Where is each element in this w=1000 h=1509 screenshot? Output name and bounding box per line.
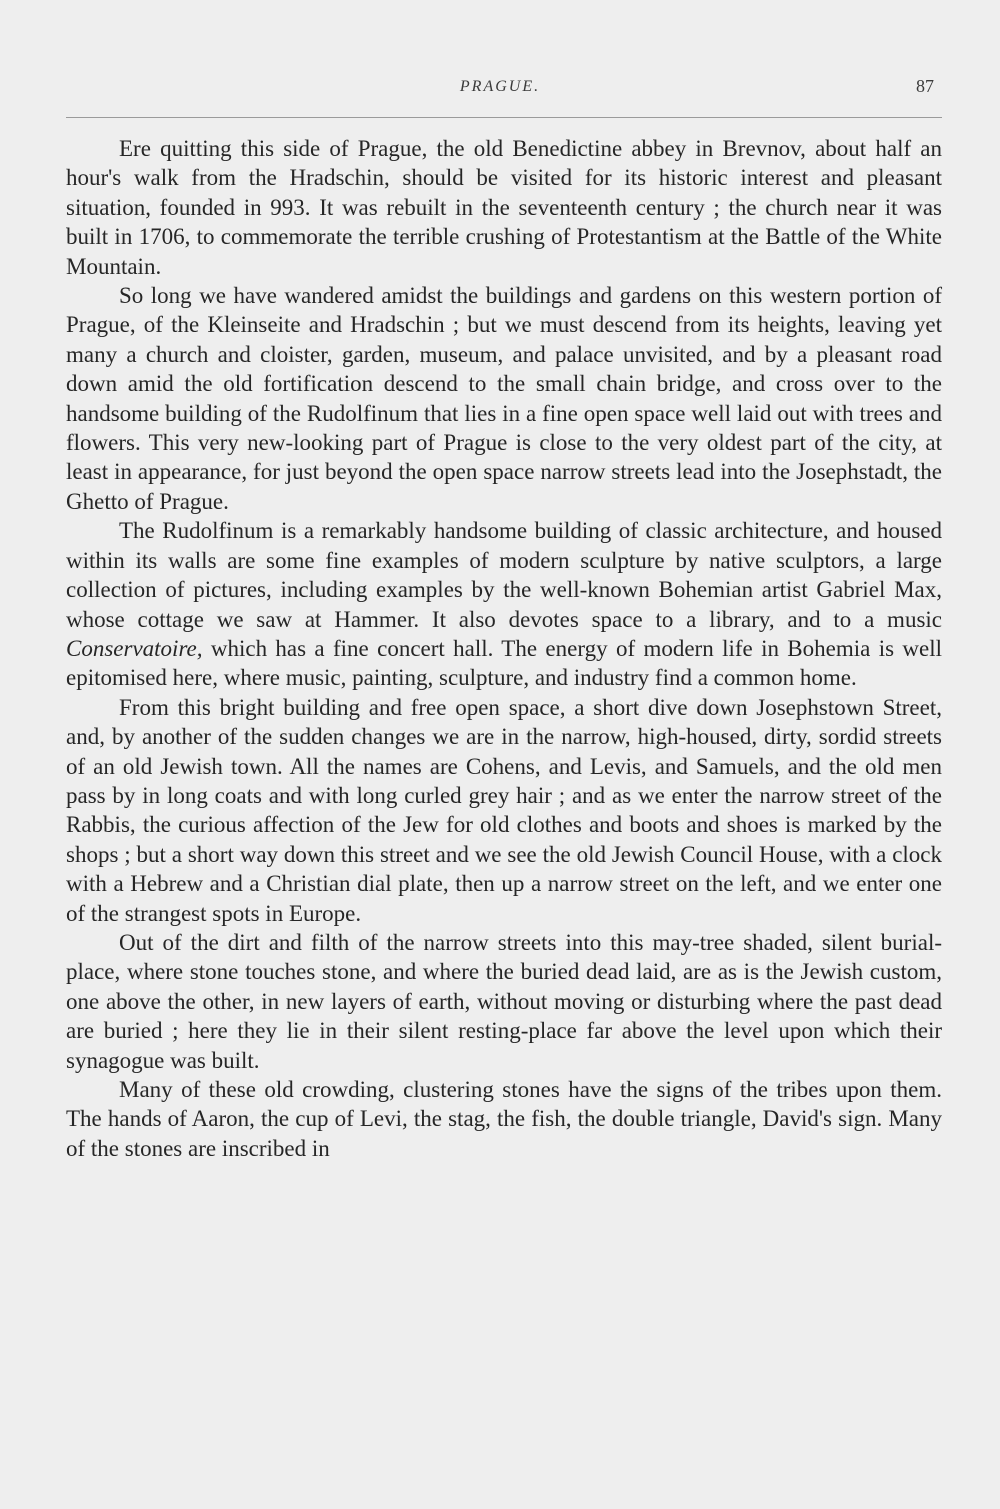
header-rule: [66, 117, 942, 118]
paragraph: Many of these old crowding, clustering stones have the signs of the tribes upon them. The hands of Aaron, the cup of Levi, the stag, the fish, the double triangle, David's sign. Many of the stones are inscribed in: [66, 1077, 942, 1161]
running-title: PRAGUE.: [459, 78, 541, 95]
paragraph-text: The Rudolfinum is a remarkably handsome building of classic architecture, and housed within its walls are some fine examples of modern sculpture by native sculptors, a large collection of pictures, including examples by the well-known Bohemian artist Gabriel Max, whose cottage we saw at Hammer. It also devotes space to a library, and to a music: [66, 518, 942, 632]
running-head: [0, 78, 1000, 100]
paragraph: [66, 516, 942, 692]
paragraph: So long we have wandered amidst the buildings and gardens on this western portion of Prague, of the Kleinseite and Hradschin ; but we must descend from its heights, leaving yet many a church and cloister, garden, museum, and palace unvisited, and by a pleasant road down amid the old fortification descend to the small chain bridge, and cross over to the handsome building of the Rudolfinum that lies in a fine open space well laid out with trees and flowers. This very new-looking part of Prague is close to the very oldest part of the city, at least in appearance, for just beyond the open space narrow streets lead into the Josephstadt, the Ghetto of Prague.: [66, 283, 942, 514]
italic-term: Conservatoire,: [66, 635, 203, 661]
paragraph: Out of the dirt and filth of the narrow streets into this may-tree shaded, silent burial-place, where stone touches stone, and where the buried dead laid, are as is the Jewish custom, one above the other, in new layers of earth, without moving or disturbing where the past dead are buried ; here they lie in their silent resting-place far above the level upon which their synagogue was built.: [66, 929, 942, 1073]
page-number: 87: [916, 76, 934, 96]
body-text: [66, 134, 942, 1163]
paragraph: Ere quitting this side of Prague, the old Benedictine abbey in Brevnov, about half an hour's walk from the Hradschin, should be visited for its historic interest and pleasant situation, founded in 993. It was rebuilt in the seventeenth century ; the church near it was built in 1706, to commemorate the terrible crushing of Protestantism at the Battle of the White Mountain.: [66, 136, 942, 279]
paragraph-text: which has a fine concert hall. The energy of modern life in Bohemia is well epitomised here, where music, painting, sculpture, and industry find a common home.: [66, 635, 942, 691]
paragraph: From this bright building and free open space, a short dive down Josephstown Street, and, by another of the sudden changes we are in the narrow, high-housed, dirty, sordid streets of an old Jewish town. All the names are Cohens, and Levis, and Samuels, and the old men pass by in long coats and with long curled grey hair ; and as we enter the narrow street of the Rabbis, the curious affection of the Jew for old clothes and boots and shoes is marked by the shops ; but a short way down this street and we see the old Jewish Council House, with a clock with a Hebrew and a Christian dial plate, then up a narrow street on the left, and we enter one of the strangest spots in Europe.: [66, 694, 942, 926]
